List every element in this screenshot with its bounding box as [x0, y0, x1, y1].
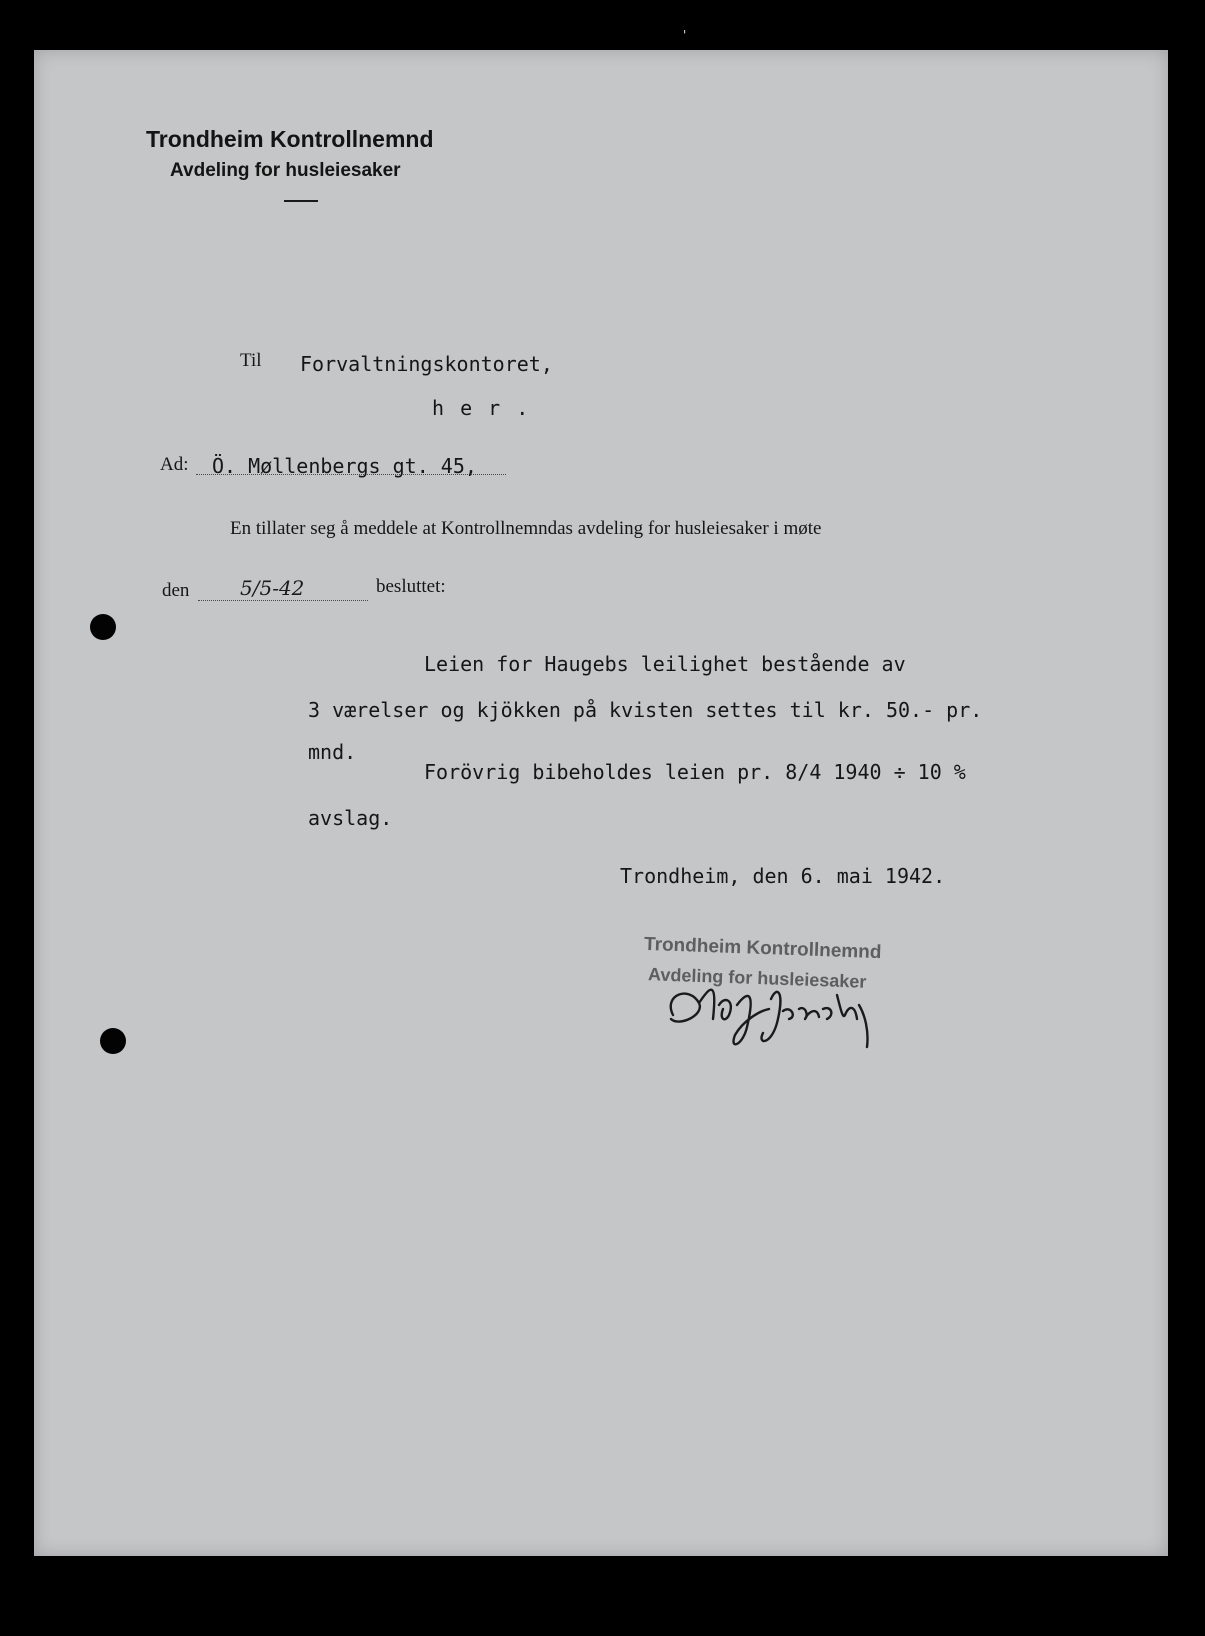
subject-value: Ö. Møllenbergs gt. 45,: [212, 454, 477, 478]
til-label: Til: [240, 350, 262, 371]
decided-label: besluttet:: [376, 576, 446, 597]
punch-hole-lower: [100, 1028, 126, 1054]
place-date: Trondheim, den 6. mai 1942.: [620, 864, 946, 888]
decision-line-5: avslag.: [308, 806, 393, 830]
date-dotted-line: [198, 600, 368, 601]
decision-line-1: Leien for Haugebs leilighet bestående av: [424, 652, 906, 676]
subject-label: Ad:: [160, 454, 189, 475]
letterhead-rule: [284, 200, 318, 202]
stamp-line-1: Trondheim Kontrollnemnd: [643, 933, 882, 964]
signature: [659, 975, 899, 1065]
letterhead-org: Trondheim Kontrollnemnd: [146, 126, 434, 152]
recipient: Forvaltningskontoret,: [300, 352, 553, 376]
scan-mark: ': [683, 28, 687, 42]
punch-hole-upper: [90, 614, 116, 640]
recipient-location: h e r .: [432, 396, 531, 420]
decision-line-4: Forövrig bibeholdes leien pr. 8/4 1940 ÷ 10 %: [424, 760, 966, 784]
decision-line-3: mnd.: [308, 740, 357, 764]
stamp-line-2: Avdeling for husleiesaker: [647, 964, 867, 992]
decision-line-2: 3 værelser og kjökken på kvisten settes til kr. 50.- pr.: [308, 698, 983, 722]
intro-text: En tillater seg å meddele at Kontrollnemndas avdeling for husleiesaker i møte: [230, 518, 822, 539]
document-page: [34, 50, 1168, 1556]
meeting-date: 5/5-42: [240, 576, 305, 600]
den-label: den: [162, 580, 190, 601]
letterhead-dept: Avdeling for husleiesaker: [170, 160, 401, 181]
